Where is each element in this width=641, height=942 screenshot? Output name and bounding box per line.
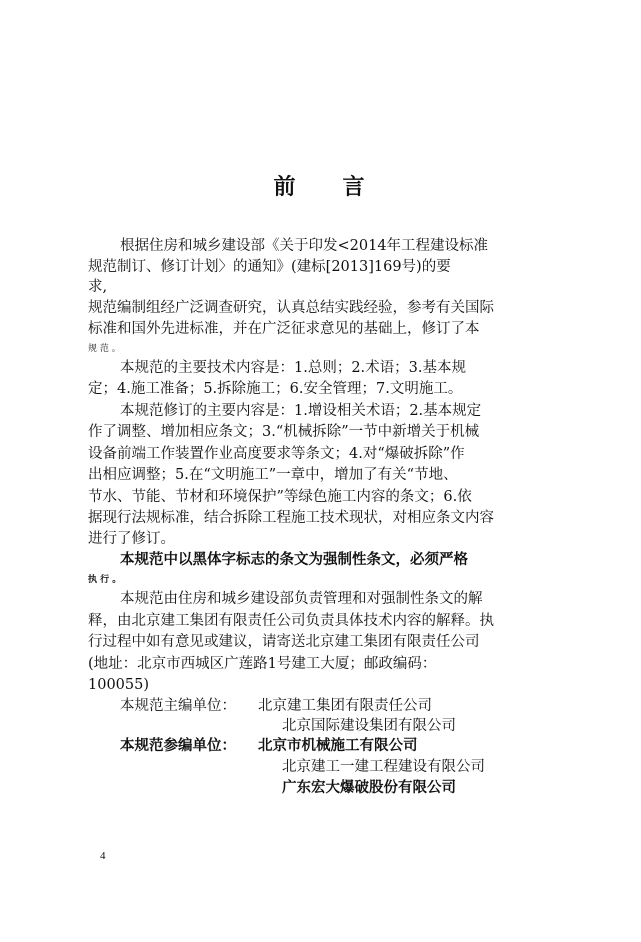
- p3-line-2: 作了调整、增加相应条文；3.“机械拆除”一节中新增关于机械: [88, 424, 480, 440]
- p5-line-5: 100055): [88, 677, 150, 693]
- p2-line-1: 本规范的主要技术内容是：1.总则；2.术语；3.基本规: [120, 360, 467, 376]
- p5-line-1: 本规范由住房和城乡建设部负责管理和对强制性条文的解: [120, 591, 483, 607]
- page-number: 4: [100, 850, 106, 862]
- p1-line-1: 根据住房和城乡建设部《关于印发<2014年工程建设标准: [120, 238, 489, 254]
- p3-line-4: 出相应调整；5.在“文明施工”一章中，增加了有关“节地、: [88, 467, 458, 483]
- chief-editor-label: 本规范主编单位：: [120, 698, 236, 714]
- co-editor-1: 北京市机械施工有限公司: [258, 738, 418, 754]
- p4-line-2: 执 行 。: [88, 575, 122, 585]
- p1-line-2: 规范制订、修订计划〉的通知》(建标[2013]169号)的要: [88, 259, 451, 275]
- title-char-2: 言: [342, 175, 368, 200]
- chief-editor-2: 北京国际建设集团有限公司: [282, 718, 456, 734]
- p1-line-6: 规 范 。: [88, 344, 121, 354]
- p1-line-4: 规范编制组经广泛调查研究，认真总结实践经验，参考有关国际: [88, 300, 494, 316]
- chief-editor-1: 北京建工集团有限责任公司: [258, 698, 432, 714]
- p3-line-5: 节水、节能、节材和环境保护”等绿色施工内容的条文；6.依: [88, 489, 472, 505]
- p1-line-3: 求,: [88, 279, 108, 295]
- co-editor-label: 本规范参编单位：: [120, 738, 236, 754]
- p3-line-3: 设备前端工作装置作业高度要求等条文；4.对“爆破拆除”作: [88, 446, 465, 462]
- p5-line-3: 行过程中如有意见或建议，请寄送北京建工集团有限责任公司: [88, 634, 480, 650]
- p5-line-4: (地址：北京市西城区广莲路1号建工大厦；邮政编码：: [88, 656, 437, 672]
- co-editor-3: 广东宏大爆破股份有限公司: [282, 780, 456, 796]
- title-char-1: 前: [273, 175, 299, 200]
- p5-line-2: 释，由北京建工集团有限责任公司负责具体技术内容的解释。执: [88, 613, 494, 629]
- co-editor-2: 北京建工一建工程建设有限公司: [282, 759, 485, 775]
- page-title: [0, 170, 641, 201]
- p2-line-2: 定；4.施工准备；5.拆除施工；6.安全管理；7.文明施工。: [88, 381, 463, 397]
- p4-line-1: 本规范中以黑体字标志的条文为强制性条文，必须严格: [120, 552, 468, 568]
- p3-line-6: 据现行法规标准，结合拆除工程施工技术现状，对相应条文内容: [88, 510, 494, 526]
- p3-line-1: 本规范修订的主要内容是：1.增设相关术语；2.基本规定: [120, 403, 482, 419]
- p3-line-7: 进行了修订。: [88, 531, 175, 547]
- p1-line-5: 标准和国外先进标准，并在广泛征求意见的基础上，修订了本: [88, 321, 480, 337]
